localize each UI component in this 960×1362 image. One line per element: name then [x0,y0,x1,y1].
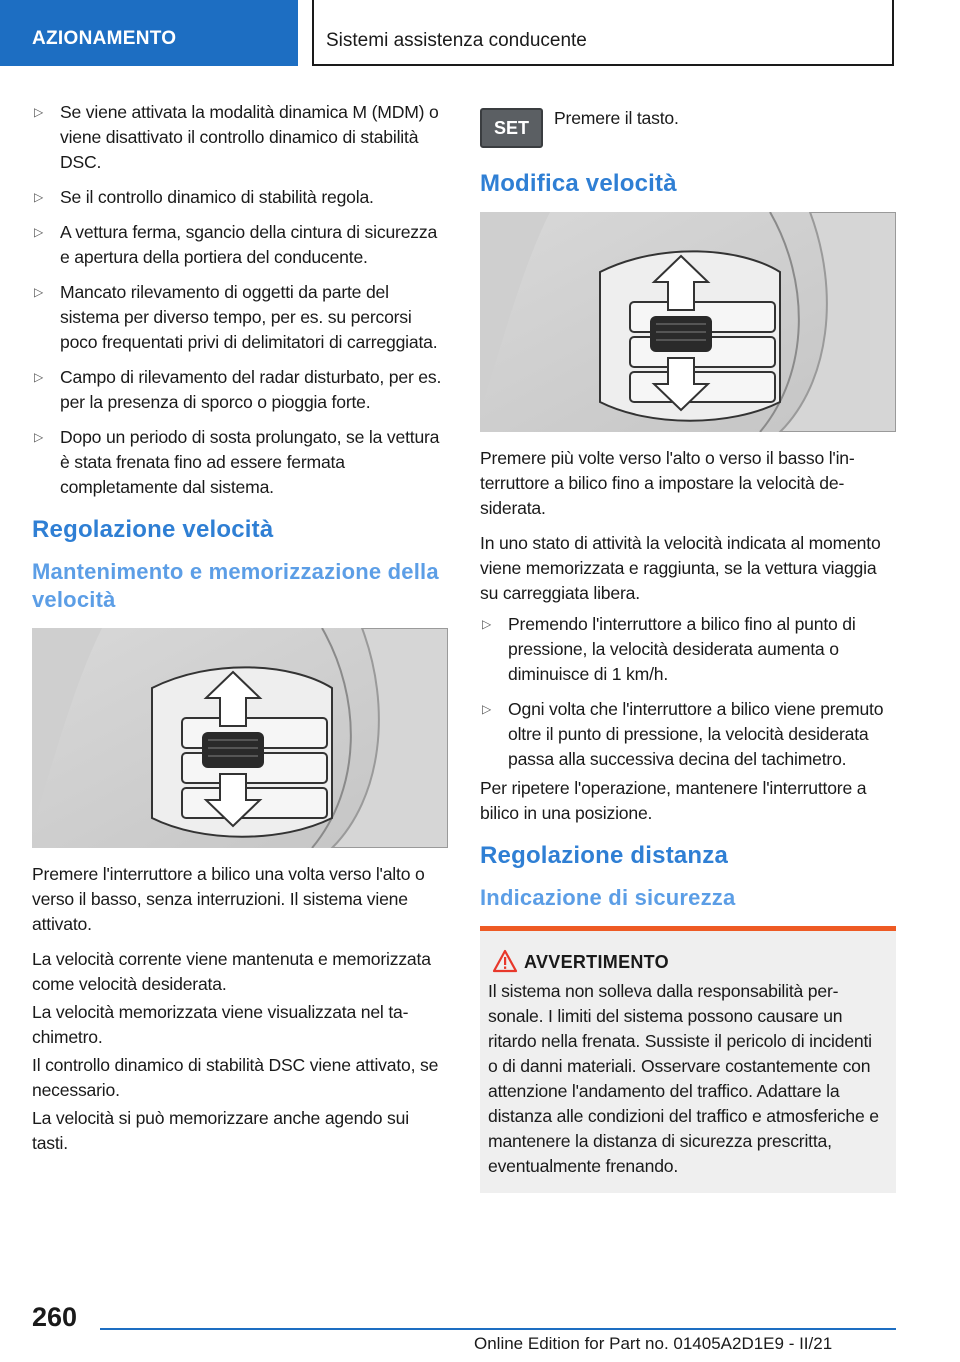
steering-wheel-rocker-illustration [32,628,448,848]
paragraph: La velocità corrente viene mantenuta e memorizzata come velocità desiderata. [32,949,431,994]
paragraph: Premere l'interruttore a bilico una volta verso l'alto o verso il basso, senza interruzioni. Il sistema viene attivato. [32,864,425,934]
triangle-bullet-icon: ▷ [34,225,44,239]
page-number: 260 [32,1302,78,1332]
paragraph: La velocità memorizzata viene visualizzata nel tachimetro. [32,1002,409,1047]
list-item: ▷ Premendo l'interruttore a bilico fino al punto di pressione, la velocità desiderata aumenta o diminuisce di 1 km/h. [482,614,856,684]
triangle-bullet-icon: ▷ [482,702,492,716]
chapter-title: Sistemi assistenza conducente [326,30,587,51]
warning-title: AVVERTIMENTO [524,952,669,972]
paragraph: Premere più volte verso l'alto o verso il basso l'interruttore a bilico fino a impostare la velocità desiderata. [480,448,855,518]
paragraph: La velocità si può memorizzare anche agendo sui tasti. [32,1108,409,1153]
right-column [480,100,896,1193]
steering-wheel-rocker-illustration-2 [480,212,896,432]
triangle-bullet-icon: ▷ [482,617,492,631]
rocker-switch-icon [32,628,448,848]
list-item: ▷ Mancato rilevamento di oggetti da parte del sistema per diverso tempo, per es. su percorsi poco frequentati privi di delimitatori di carreggiata. [34,282,438,352]
triangle-bullet-icon: ▷ [34,285,44,299]
list-item: ▷ Dopo un periodo di sosta prolungato, se la vettura è stata frenata fino ad essere fermata completamente dal sistema. [34,427,440,497]
left-column [32,100,448,1159]
warning-title-row [488,949,886,979]
rocker-switch-icon [480,212,896,432]
subheading-safety: Indicazione di sicurezza [480,885,736,910]
triangle-bullet-icon: ▷ [34,190,44,204]
triangle-bullet-icon: ▷ [34,370,44,384]
set-button-icon: SET [480,108,543,148]
list-item: ▷ Se il controllo dinamico di stabilità regola. [32,185,448,210]
set-button-instruction [480,100,896,156]
list-item: ▷ Campo di rilevamento del radar disturbato, per es. per la presenza di sporco o pioggia forte. [34,367,442,412]
paragraph: Per ripetere l'operazione, mantenere l'interruttore a bilico in una posizione. [480,778,867,823]
list-item: ▷ Ogni volta che l'interruttore a bilico viene premuto oltre il punto di pressione, la velocità desiderata passa alla successiva decina del tachimetro. [482,699,884,769]
list-item: ▷ A vettura ferma, sgancio della cintura di sicurezza e apertura della portiera del conducente. [34,222,438,267]
section-tab [0,0,298,66]
rocker-press-list [480,612,896,772]
paragraph: Il controllo dinamico di stabilità DSC viene attivato, se necessario. [32,1055,439,1100]
heading-speed-change: Modifica velocità [480,170,677,197]
warning-box [480,926,896,1193]
chapter-tab [312,0,894,66]
warning-triangle-icon [492,949,518,973]
triangle-bullet-icon: ▷ [34,430,44,444]
list-item: ▷ Se viene attivata la modalità dinamica M (MDM) o viene disattivato il controllo dinamico di stabilità DSC. [34,102,439,172]
footer-divider [100,1328,896,1330]
subheading-speed-memory: Mantenimento e memorizzazione della velocità [32,559,439,612]
paragraph: In uno stato di attività la velocità indicata al momento viene memorizzata e raggiunta, se la vettura viaggia su carreggiata libera. [480,533,881,603]
warning-text: Il sistema non solleva dalla responsabilità personale. I limiti del sistema possono causare un ritardo nella frenata. Sussiste il pericolo di incidenti o di danni materiali. Osservare costantemente con attenzione l'andamento del traffico. Adattare la distanza alle condizioni del traffico e atmosferiche e mantenere la distanza di sicurezza prescritta, eventualmente frenando. [488,981,879,1176]
heading-distance-regulation: Regolazione distanza [480,842,729,869]
set-instruction-text: Premere il tasto. [554,108,679,128]
footer-edition: Online Edition for Part no. 01405A2D1E9 - II/21 [474,1334,833,1353]
deactivation-conditions-list [32,100,448,500]
heading-speed-regulation: Regolazione velocità [32,516,274,543]
section-title: AZIONAMENTO [32,28,177,49]
triangle-bullet-icon: ▷ [34,105,44,119]
